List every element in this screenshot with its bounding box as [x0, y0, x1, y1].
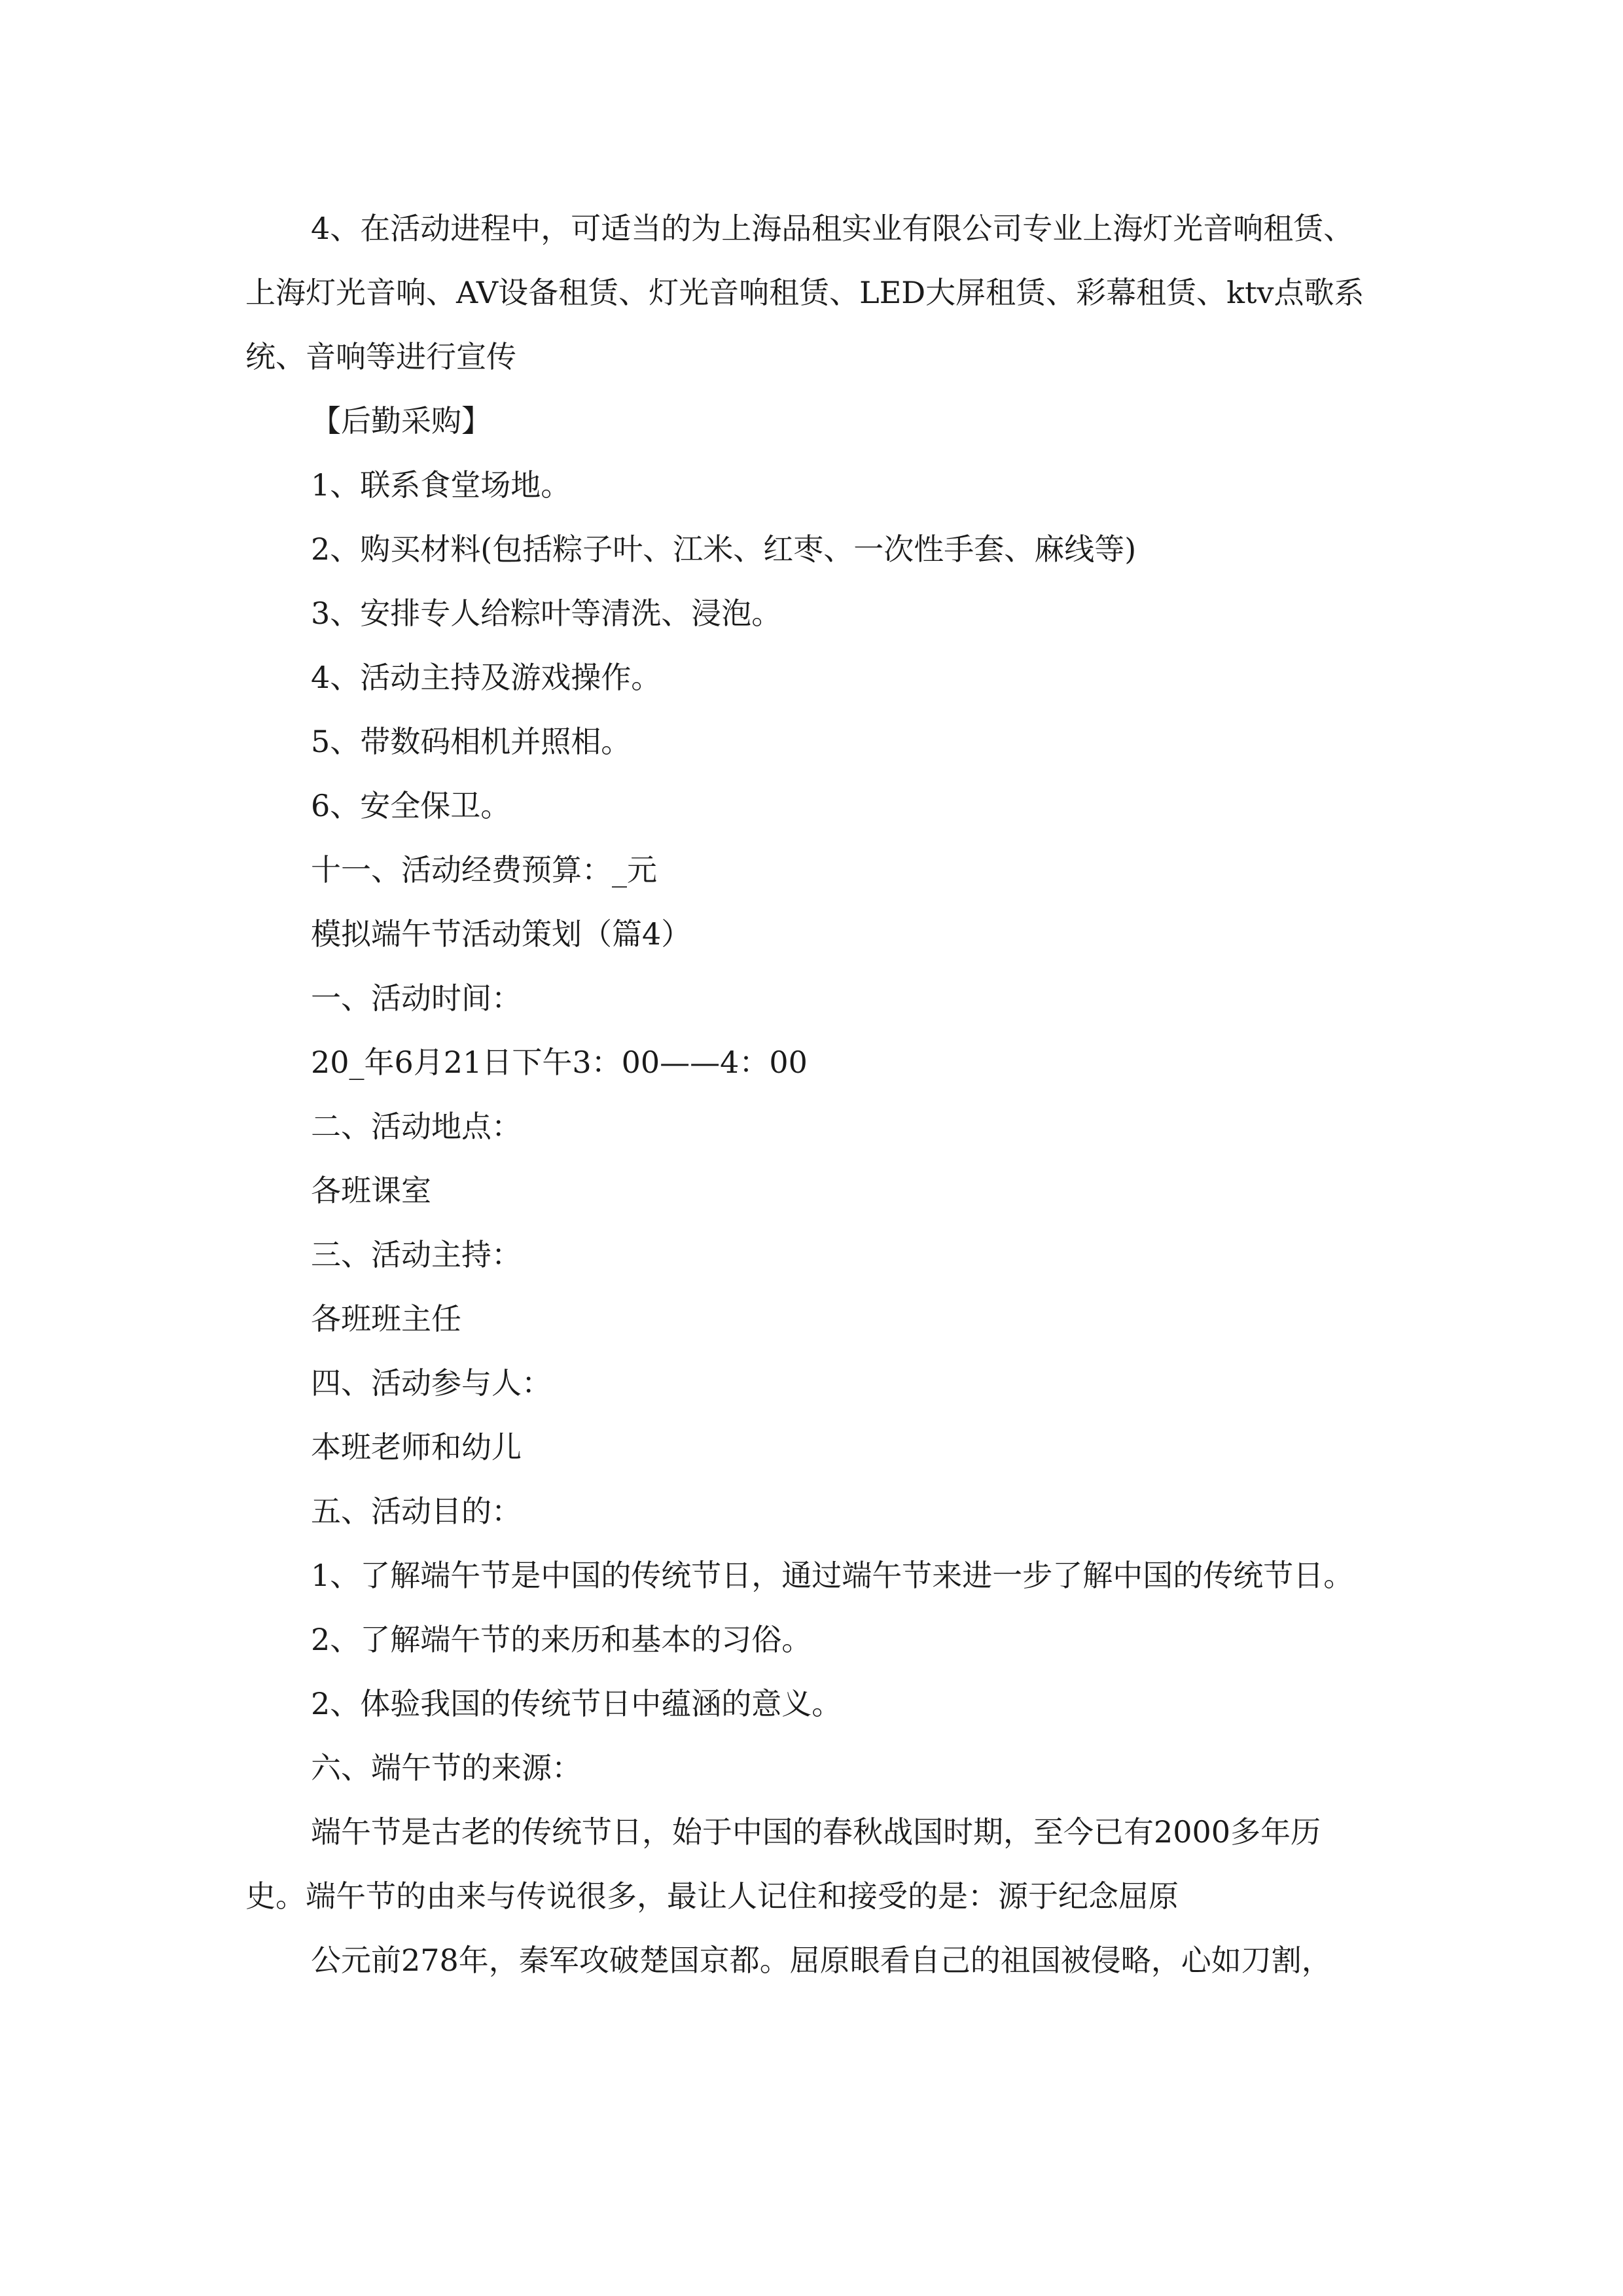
section-heading-origin: 六、端午节的来源：	[311, 1750, 582, 1785]
section-heading-purpose: 五、活动目的：	[311, 1494, 522, 1529]
list-item: 4、活动主持及游戏操作。	[311, 660, 662, 695]
section-heading-time: 一、活动时间：	[311, 980, 522, 1016]
list-item: 1、联系食堂场地。	[311, 467, 571, 503]
section-value-location: 各班课室	[311, 1173, 431, 1208]
section-heading-participants: 四、活动参与人：	[311, 1365, 552, 1401]
list-item: 1、了解端午节是中国的传统节日，通过端午节来进一步了解中国的传统节日。	[311, 1558, 1354, 1593]
section-value-time: 20_年6月21日下午3：00——4：00	[311, 1045, 808, 1080]
section-heading-host: 三、活动主持：	[311, 1237, 522, 1272]
section-heading-budget: 十一、活动经费预算：_元	[311, 852, 657, 888]
paragraph-history: 公元前278年，秦军攻破楚国京都。屈原眼看自己的祖国被侵略，心如刀割，	[311, 1943, 1332, 1978]
list-item: 2、购买材料(包括粽子叶、江米、红枣、一次性手套、麻线等)	[311, 531, 1137, 567]
list-item: 5、带数码相机并照相。	[311, 724, 632, 759]
list-item: 2、了解端午节的来历和基本的习俗。	[311, 1622, 812, 1657]
paragraph-origin: 端午节是古老的传统节日，始于中国的春秋战国时期，至今已有2000多年历史。端午节的由来与传说很多，最让人记住和接受的是：源于纪念屈原	[245, 1814, 1321, 1914]
section-value-participants: 本班老师和幼儿	[311, 1429, 522, 1465]
section-heading-logistics: 【后勤采购】	[311, 403, 491, 439]
section-value-host: 各班班主任	[311, 1301, 461, 1336]
paragraph-promotion: 4、在活动进程中，可适当的为上海品租实业有限公司专业上海灯光音响租赁、上海灯光音响、AV设备租赁、灯光音响租赁、LED大屏租赁、彩幕租赁、ktv点歌系统、音响等进行宣传	[245, 211, 1364, 374]
list-item: 2、体验我国的传统节日中蕴涵的意义。	[311, 1686, 842, 1721]
document-body	[245, 196, 1378, 1992]
list-item: 3、安排专人给粽叶等清洗、浸泡。	[311, 596, 782, 631]
list-item: 6、安全保卫。	[311, 788, 511, 823]
article-title: 模拟端午节活动策划（篇4）	[311, 916, 692, 952]
section-heading-location: 二、活动地点：	[311, 1109, 522, 1144]
